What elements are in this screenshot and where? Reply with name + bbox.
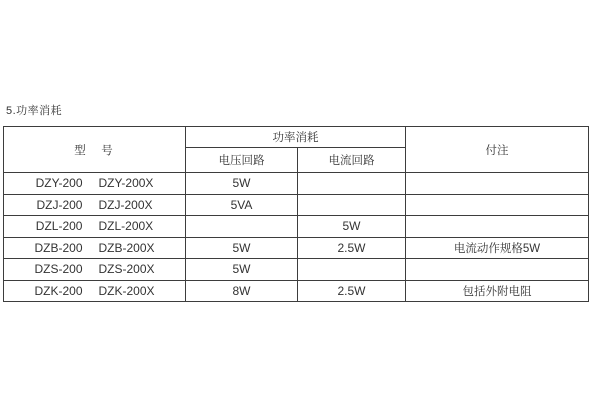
model-name: DZB-200 [34,240,83,255]
model-name: DZY-200 [35,176,83,191]
column-header-power-group: 功率消耗 [186,127,406,148]
power-consumption-table [3,126,589,302]
table-row [4,259,589,281]
model-name: DZK-200 [34,283,83,298]
voltage-circuit-cell [186,216,298,238]
current-circuit-cell: 2.5W [298,237,406,259]
model-cell [4,237,186,259]
current-circuit-cell: 5W [298,216,406,238]
model-name: DZY-200X [98,176,154,191]
notes-cell [406,216,589,238]
model-name: DZS-200X [98,262,155,277]
table-row [4,173,589,195]
model-cell [4,259,186,281]
column-header-voltage-circuit: 电压回路 [186,148,298,173]
table-row [4,280,589,302]
model-cell [4,216,186,238]
table-header-row-1 [4,127,589,148]
column-header-current-circuit: 电流回路 [298,148,406,173]
section-title: 5.功率消耗 [6,105,63,117]
notes-cell: 电流动作规格5W [406,237,589,259]
model-name: DZK-200X [98,283,155,298]
voltage-circuit-cell: 5VA [186,194,298,216]
model-cell [4,194,186,216]
model-name: DZJ-200 [36,197,83,212]
current-circuit-cell: 2.5W [298,280,406,302]
model-name: DZB-200X [98,240,155,255]
column-header-model: 型 号 [4,127,186,173]
current-circuit-cell [298,259,406,281]
model-name: DZL-200X [98,219,154,234]
notes-cell [406,194,589,216]
current-circuit-cell [298,173,406,195]
model-name: DZL-200 [35,219,83,234]
voltage-circuit-cell: 5W [186,237,298,259]
model-cell [4,173,186,195]
model-name: DZS-200 [34,262,83,277]
table-row [4,237,589,259]
voltage-circuit-cell: 5W [186,259,298,281]
table-row [4,216,589,238]
notes-cell: 包括外附电阻 [406,280,589,302]
current-circuit-cell [298,194,406,216]
notes-cell [406,173,589,195]
notes-cell [406,259,589,281]
table-row [4,194,589,216]
model-name: DZJ-200X [98,197,153,212]
model-cell [4,280,186,302]
voltage-circuit-cell: 8W [186,280,298,302]
column-header-notes: 付注 [406,127,589,173]
voltage-circuit-cell: 5W [186,173,298,195]
